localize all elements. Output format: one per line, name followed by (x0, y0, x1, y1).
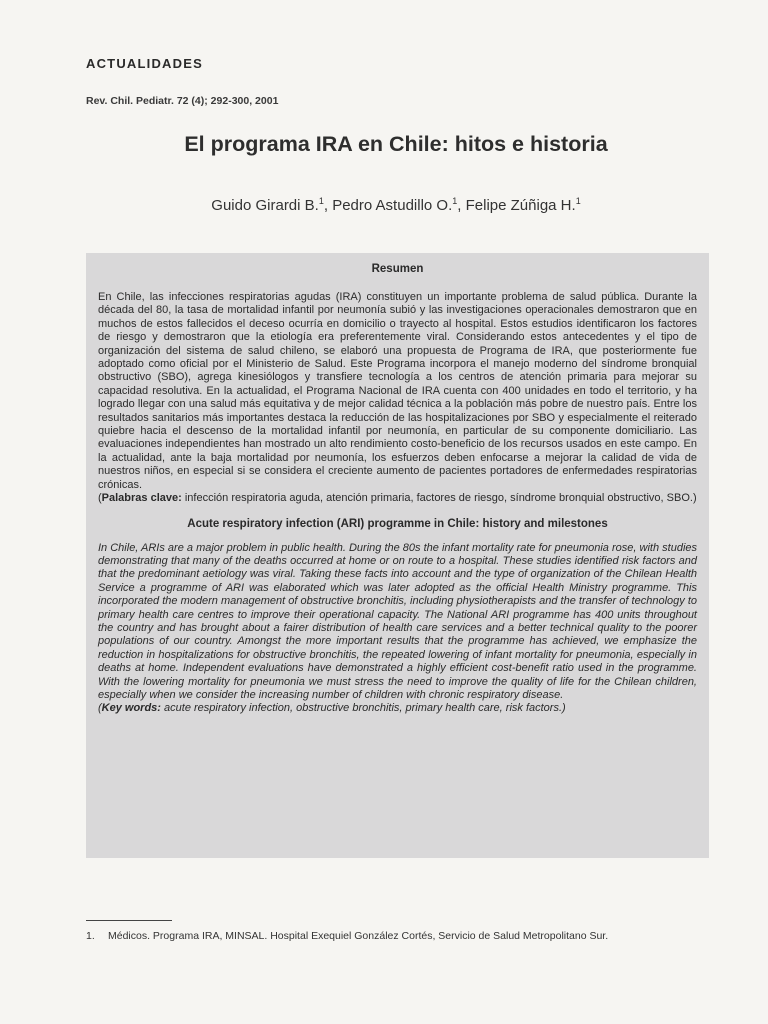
abstract-text-en: In Chile, ARIs are a major problem in public health. During the 80s the infant mortality rate for pneumonia rose, with studies demonstrating that many of the deaths occurred at home or on route to a hospital. These studies identified risk factors and that the predominant aetiology was viral. Taking these facts into account and the type of organization of the Chilean Health Service a programme of ARI was elaborated which was later adopted as the official Health Ministry programme. This incorporated the modern management of obstructive bronchitis, including physiotherapists and the transfer of technology to primary health care centres to improve their operational capacity. The National ARI programme has 400 units throughout the country and has brought about a fairer distribution of health care services and a better technical quality to the poorer populations of our country. Amongst the more important results that the programme has achieved, we emphasize the reduction in hospitalizations for obstructive bronchitis, the repeated lowering of infant mortality for pneumonia, especially in deaths at home. Independent evaluations have demonstrated a highly efficient cost-benefit ratio used in the programme. With the lowering mortality for pneumonia we must stress the need to improve the quality of life for the Chilean children, especially when we consider the increasing number of children with chronic respiratory disease. (98, 541, 697, 701)
affiliation-marker: 1 (452, 196, 458, 206)
abstract-heading-en: Acute respiratory infection (ARI) programme in Chile: history and milestones (187, 517, 608, 530)
author-name: Pedro Astudillo O. (332, 197, 453, 214)
keywords-label-en: Key words: (101, 702, 161, 715)
journal-citation: Rev. Chil. Pediatr. 72 (4); 292-300, 2001 (86, 95, 279, 107)
section-label: ACTUALIDADES (86, 56, 203, 71)
author-name: Felipe Zúñiga H. (465, 197, 576, 214)
affiliation-marker: 1 (575, 196, 581, 206)
abstract-box (86, 253, 709, 858)
abstract-heading-es: Resumen (371, 263, 424, 275)
keywords-en: (Key words: acute respiratory infection, obstructive bronchitis, primary health care, risk factors.) (98, 702, 566, 715)
author-list (86, 196, 706, 214)
keywords-list-es: infección respiratoria aguda, atención primaria, factores de riesgo, síndrome bronquial obstructivo, SBO.) (181, 492, 697, 505)
keywords-label-es: Palabras clave: (101, 492, 182, 505)
affiliation-marker: 1 (318, 196, 324, 206)
abstract-text-es: En Chile, las infecciones respiratorias agudas (IRA) constituyen un importante problema de salud pública. Durante la década del 80, la tasa de mortalidad infantil por neumonía subió y las investigaciones operacionales demostraron que en muchos de estos fallecidos el deceso ocurría en domicilio o trayecto al hospital. Estos estudios identificaron los factores de riesgo y demostraron que la etiología era preferentemente viral. Considerando estos antecedentes y el tipo de organización del sistema de salud chileno, se elaboró una propuesta de Programa de IRA, que posteriormente fue adoptado como oficial por el Ministerio de Salud. Este Programa incorpora el manejo moderno del síndrome bronquial obstructivo (SBO), agrega kinesiólogos y transfiere tecnología a los centros de atención primaria para mejorar su capacidad resolutiva. En la actualidad, el Programa Nacional de IRA cuenta con 400 unidades en todo el territorio, y ha logrado llegar con una salud más equitativa y de mejor calidad técnica a la población más pobre de nuestro país. Entre los resultados sanitarios más importantes destaca la reducción de las hospitalizaciones por SBO y especialmente el reiterado quiebre hacia el descenso de la mortalidad infantil por neumonía, en particular de su componente domiciliario. Las evaluaciones independientes han mostrado un alto rendimiento costo-beneficio de los recursos usados en este campo. En la actualidad, ante la baja mortalidad por neumonía, los esfuerzos deben enfocarse a mejorar la calidad de vida de nuestros niños, en especial si se considera el creciente aumento de pacientes portadores de enfermedades respiratorias crónicas. (98, 291, 697, 491)
keywords-es: (Palabras clave: infección respiratoria aguda, atención primaria, factores de riesgo, síndrome bronquial obstructivo, SBO.) (98, 492, 697, 505)
article-title: El programa IRA en Chile: hitos e historia (184, 132, 608, 156)
footnote-rule (86, 920, 172, 921)
footnote-number: 1. (86, 930, 95, 942)
author-separator: , (457, 197, 466, 214)
footnote-text: Médicos. Programa IRA, MINSAL. Hospital Exequiel González Cortés, Servicio de Salud Metropolitano Sur. (108, 930, 609, 942)
author-separator: , (323, 197, 333, 214)
footnote (86, 930, 710, 943)
keywords-list-en: acute respiratory infection, obstructive bronchitis, primary health care, risk factors.) (160, 702, 566, 715)
author-name: Guido Girardi B. (211, 197, 319, 214)
